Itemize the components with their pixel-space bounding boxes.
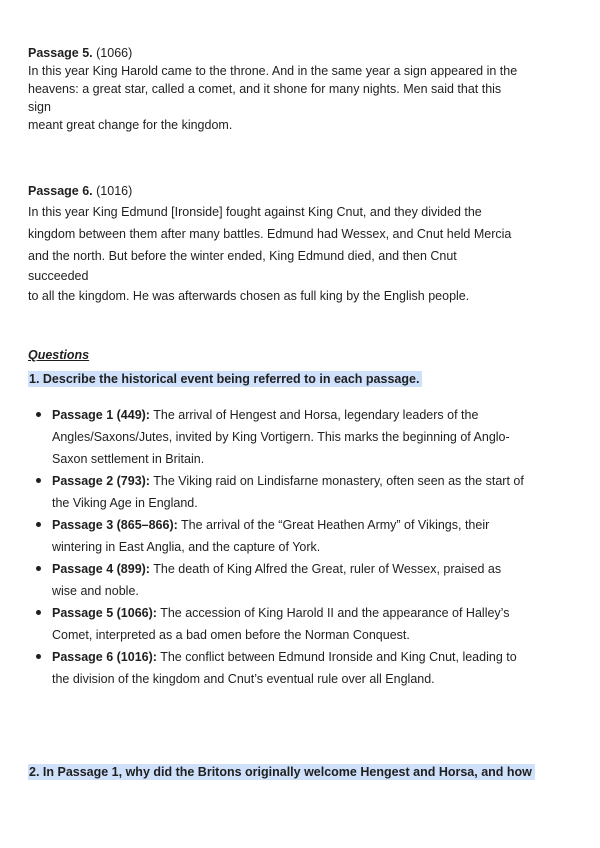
answer-text: Saxon settlement in Britain. xyxy=(52,452,205,466)
answer-text: the Viking Age in England. xyxy=(52,496,198,510)
passage-6-line: succeeded xyxy=(28,269,89,283)
list-item xyxy=(28,602,576,646)
question-1: 1. Describe the historical event being referred to in each passage. xyxy=(28,371,422,387)
passage-5-label: Passage 5. xyxy=(28,46,93,60)
answer-text: wise and noble. xyxy=(52,584,139,598)
list-item xyxy=(28,404,576,470)
answer-text: Comet, interpreted as a bad omen before the Norman Conquest. xyxy=(52,628,410,642)
passage-6-heading xyxy=(28,181,576,201)
answer-text: The death of King Alfred the Great, ruler of Wessex, praised as xyxy=(153,562,502,576)
answer-label: Passage 1 (449): xyxy=(52,408,150,422)
answer-text: The arrival of the “Great Heathen Army” of Vikings, their xyxy=(181,518,490,532)
passage-6-label: Passage 6. xyxy=(28,184,93,198)
passage-6-line: kingdom between them after many battles. Edmund had Wessex, and Cnut held Mercia xyxy=(28,227,512,241)
answer-list xyxy=(28,404,576,690)
list-item xyxy=(28,514,576,558)
list-item xyxy=(28,470,576,514)
passage-6 xyxy=(28,181,576,307)
answer-text: The conflict between Edmund Ironside and King Cnut, leading to xyxy=(160,650,517,664)
answer-text: wintering in East Anglia, and the capture of York. xyxy=(52,540,321,554)
answer-text: the division of the kingdom and Cnut’s eventual rule over all England. xyxy=(52,672,435,686)
passage-6-line: In this year King Edmund [Ironside] fought against King Cnut, and they divided the xyxy=(28,205,482,219)
questions-title: Questions xyxy=(28,348,90,362)
answer-text: The arrival of Hengest and Horsa, legendary leaders of the xyxy=(153,408,479,422)
passage-5 xyxy=(28,44,576,134)
list-item xyxy=(28,646,576,690)
passage-6-line: to all the kingdom. He was afterwards chosen as full king by the English people. xyxy=(28,289,470,303)
question-2: 2. In Passage 1, why did the Britons originally welcome Hengest and Horsa, and how xyxy=(28,764,535,780)
passage-5-line: heavens: a great star, called a comet, and it shone for many nights. Men said that this xyxy=(28,82,502,96)
passage-6-year: (1016) xyxy=(96,184,133,198)
answer-label: Passage 5 (1066): xyxy=(52,606,157,620)
list-item xyxy=(28,558,576,602)
answer-text: The Viking raid on Lindisfarne monastery, often seen as the start of xyxy=(153,474,524,488)
passage-6-line: and the north. But before the winter ended, King Edmund died, and then Cnut xyxy=(28,249,457,263)
passage-5-year: (1066) xyxy=(96,46,133,60)
passage-5-line: meant great change for the kingdom. xyxy=(28,118,233,132)
answer-label: Passage 4 (899): xyxy=(52,562,150,576)
passage-5-line: In this year King Harold came to the throne. And in the same year a sign appeared in the xyxy=(28,64,518,78)
answer-label: Passage 6 (1016): xyxy=(52,650,157,664)
answer-text: Angles/Saxons/Jutes, invited by King Vortigern. This marks the beginning of Anglo- xyxy=(52,430,510,444)
passage-5-heading xyxy=(28,44,576,62)
answer-text: The accession of King Harold II and the appearance of Halley’s xyxy=(160,606,510,620)
answer-label: Passage 2 (793): xyxy=(52,474,150,488)
answer-label: Passage 3 (865–866): xyxy=(52,518,178,532)
passage-5-line: sign xyxy=(28,100,51,114)
